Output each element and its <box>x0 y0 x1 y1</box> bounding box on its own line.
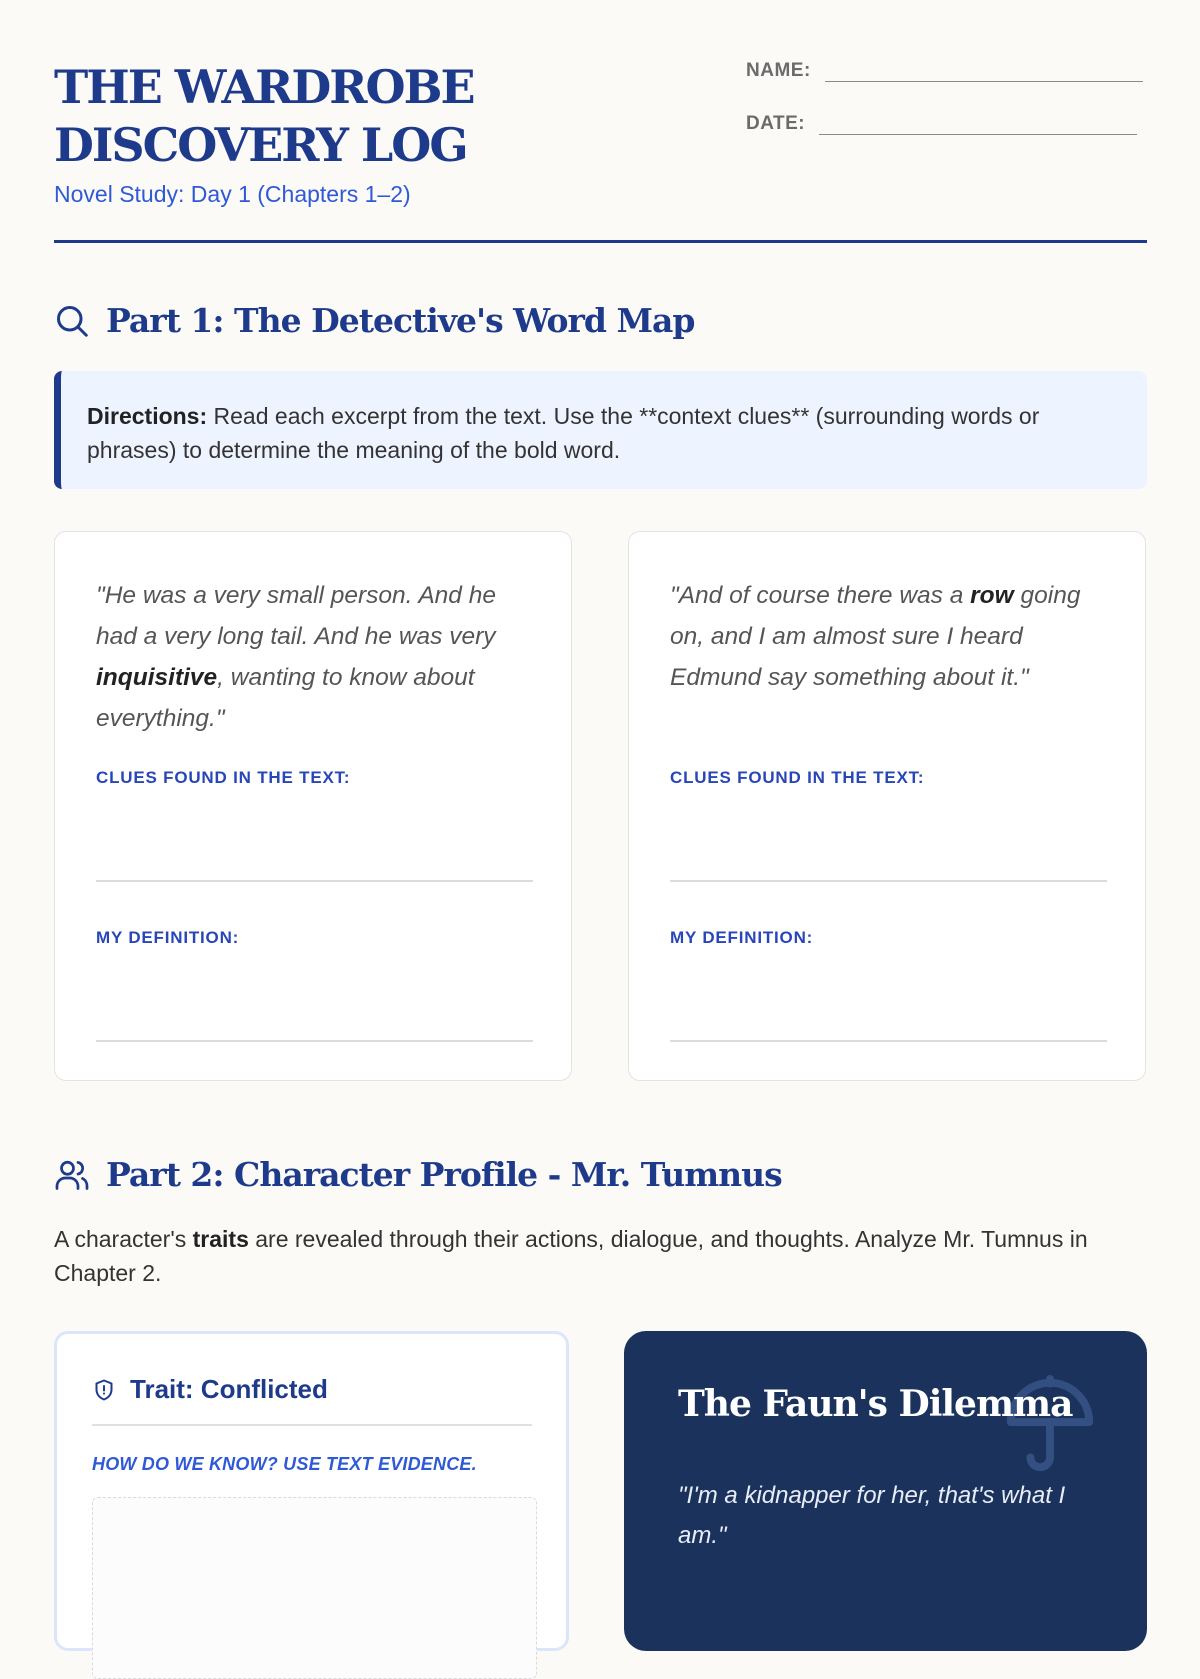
part1-title: Part 1: The Detective's Word Map <box>106 301 695 340</box>
excerpt-after: , wanting to know about everything." <box>96 664 475 732</box>
trait-evidence-prompt: HOW DO WE KNOW? USE TEXT EVIDENCE. <box>92 1454 477 1474</box>
directions-box <box>54 371 1147 489</box>
vocab-card-1 <box>54 531 572 1081</box>
definition-label: MY DEFINITION: <box>670 928 814 947</box>
users-icon <box>54 1157 90 1193</box>
definition-answer-line[interactable] <box>670 1040 1107 1042</box>
magnifier-icon <box>54 303 90 339</box>
header-divider <box>54 240 1147 243</box>
clues-answer-line[interactable] <box>96 880 533 882</box>
directions-text: Read each excerpt from the text. Use the **context clues** (surrounding words or phrases) to determine the meaning of the bold word. <box>87 403 1040 463</box>
intro-bold: traits <box>192 1226 249 1252</box>
part2-intro <box>54 1222 1114 1290</box>
date-field[interactable] <box>819 114 1137 135</box>
definition-answer-line[interactable] <box>96 1040 533 1042</box>
part2-title: Part 2: Character Profile - Mr. Tumnus <box>106 1155 782 1194</box>
name-field[interactable] <box>825 61 1143 82</box>
trait-divider <box>92 1424 532 1426</box>
excerpt-before: "And of course there was a <box>670 582 971 609</box>
evidence-answer-box[interactable] <box>92 1497 537 1679</box>
vocab-card-2 <box>628 531 1146 1081</box>
worksheet-page <box>54 0 1147 1600</box>
clues-label: CLUES FOUND IN THE TEXT: <box>670 768 925 787</box>
excerpt-text <box>670 575 1110 698</box>
directions-label: Directions: <box>87 403 208 429</box>
shield-icon <box>92 1378 116 1402</box>
dilemma-quote: "I'm a kidnapper for her, that's what I am." <box>678 1482 1066 1549</box>
clues-label: CLUES FOUND IN THE TEXT: <box>96 768 351 787</box>
excerpt-before: "He was a very small person. And he had a very long tail. And he was very <box>96 582 496 650</box>
definition-label: MY DEFINITION: <box>96 928 240 947</box>
clues-answer-line[interactable] <box>670 880 1107 882</box>
name-row <box>746 60 1143 82</box>
date-row <box>746 113 1137 135</box>
date-label: DATE: <box>746 113 806 134</box>
dilemma-card <box>624 1331 1147 1651</box>
part2-heading <box>54 1155 782 1194</box>
trait-title: Trait: Conflicted <box>130 1374 328 1404</box>
excerpt-after: going on, and I am almost sure I heard Edmund say something about it." <box>670 582 1081 691</box>
vocab-word: inquisitive <box>96 664 218 691</box>
page-title: THE WARDROBE DISCOVERY LOG <box>54 60 474 172</box>
intro-before: A character's <box>54 1226 193 1252</box>
excerpt-text <box>96 575 536 739</box>
part1-heading <box>54 301 694 340</box>
trait-card <box>54 1331 569 1651</box>
name-label: NAME: <box>746 60 811 81</box>
intro-after: are revealed through their actions, dialogue, and thoughts. Analyze Mr. Tumnus in Chapter 2. <box>54 1226 1088 1286</box>
dilemma-title: The Faun's Dilemma <box>678 1383 1073 1425</box>
trait-heading <box>92 1374 328 1405</box>
vocab-word: row <box>970 582 1014 609</box>
page-subtitle: Novel Study: Day 1 (Chapters 1–2) <box>54 181 411 207</box>
